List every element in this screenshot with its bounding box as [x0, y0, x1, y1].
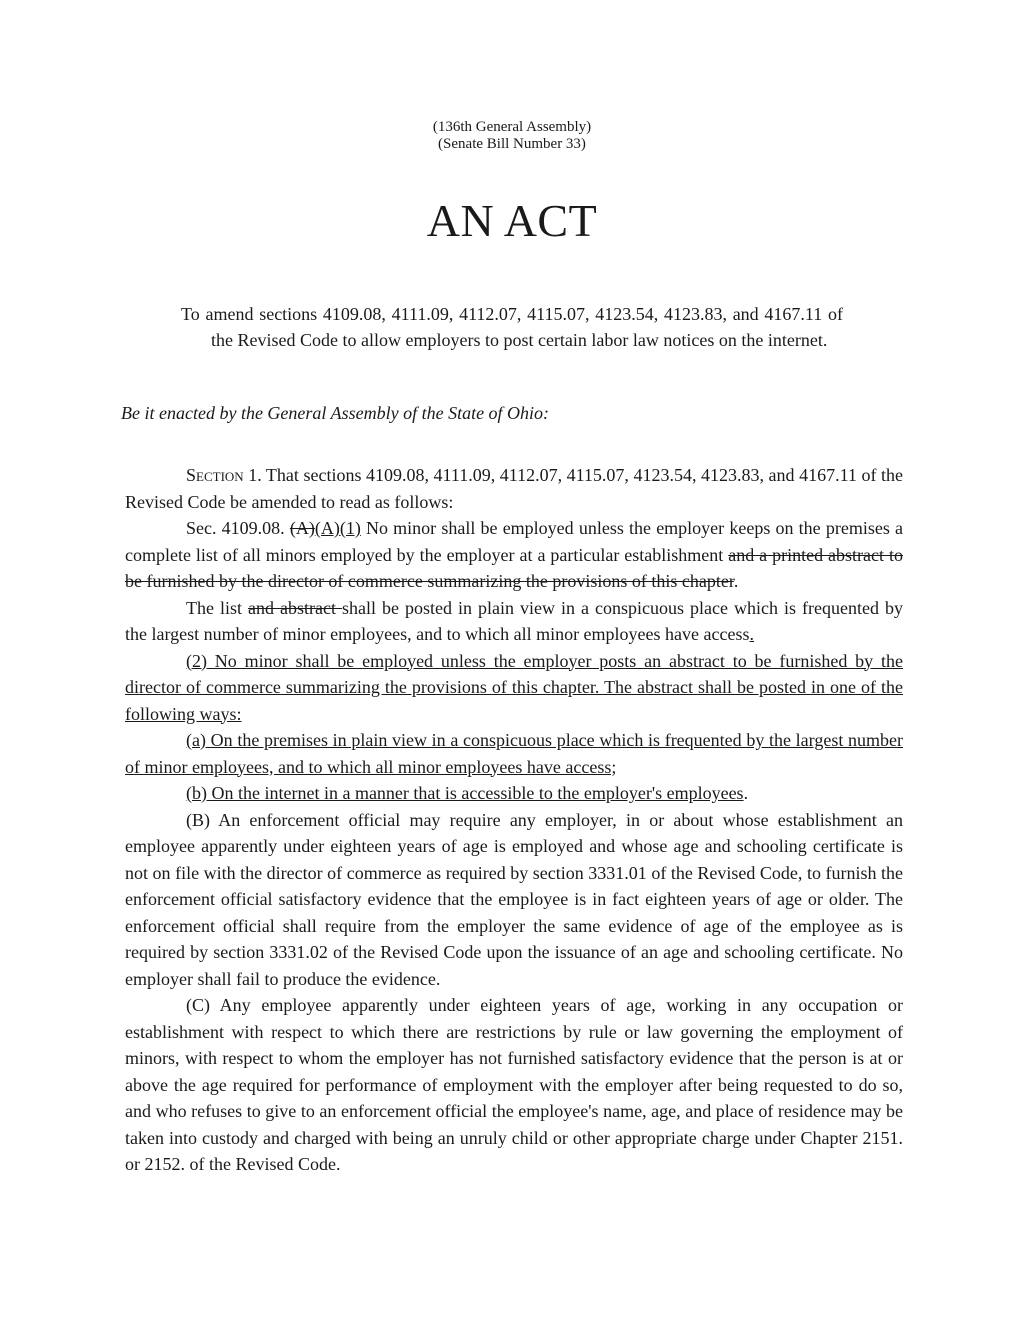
struck-and-abstract: and abstract [248, 597, 342, 618]
added-division-a2b: (b) On the internet in a manner that is accessible to the employer's employees [186, 783, 744, 803]
division-c-text: (C) Any employee apparently under eighteen years of age, working in any occupation or establishment with respect to which there are restrictions by rule or law governing the employment of minors, with respect to whom the employer has not furnished satisfactory evidence that the person is at or above the age required for performance of employment with the employer after being requested to do so, and who refuses to give to an enforcement official the employee's name, age, and place of residence may be taken into custody and charged with being an unruly child or other appropriate charge under Chapter 2151. or 2152. of the Revised Code. [125, 995, 903, 1174]
division-b-text: (B) An enforcement official may require any employer, in or about whose establishment an employee apparently under eighteen years of age is employed and whose age and schooling certificate is not on file with the director of commerce as required by section 3331.01 of the Revised Code, to furnish the enforcement official satisfactory evidence that the employee is in fact eighteen years of age or older. The enforcement official shall require from the employer the same evidence of age of the employee as is required by section 3331.02 of the Revised Code upon the issuance of an age and schooling certificate. No employer shall fail to produce the evidence. [125, 809, 903, 989]
section-label: Section [186, 465, 244, 485]
division-a2b-end: . [743, 783, 749, 803]
paragraph-a1 [125, 515, 903, 595]
act-title: AN ACT [426, 195, 598, 246]
section-1-paragraph [125, 462, 903, 515]
paragraph-a2a [125, 727, 903, 780]
list-posting-text: shall be posted in plain view in a conspicuous place which is frequented by the largest number of minor employees, and to which all minor employees have access [125, 597, 903, 644]
added-division-a2a: (a) On the premises in plain view in a conspicuous place which is frequented by the largest number of minor employees, and to which all minor employees have access; [125, 730, 903, 777]
paragraph-b [125, 807, 903, 993]
struck-abstract-text: and a printed abstract to be furnished by the director of commerce summarizing the provisions of this chapter [125, 544, 903, 591]
long-title: To amend sections 4109.08, 4111.09, 4112.07, 4115.07, 4123.54, 4123.83, and 4167.11 of the Revised Code to allow employers to post certain labor law notices on the internet. [181, 304, 843, 350]
enacting-clause: Be it enacted by the General Assembly of the State of Ohio: [121, 403, 550, 423]
added-division-a2: (2) No minor shall be employed unless the employer posts an abstract to be furnished by the director of commerce summarizing the provisions of this chapter. The abstract shall be posted in one of the following ways: [125, 650, 903, 724]
division-a1-end: . [733, 571, 739, 591]
added-period: . [749, 624, 754, 644]
paragraph-c [125, 992, 903, 1178]
struck-division-a: (A) [289, 518, 315, 538]
section-1-text: 1. That sections 4109.08, 4111.09, 4112.07, 4115.07, 4123.54, 4123.83, and 4167.11 of the Revised Code be amended to read as follows: [125, 465, 903, 512]
paragraph-a2 [125, 648, 903, 728]
section-heading: Sec. 4109.08. [186, 518, 290, 538]
division-a1-text: No minor shall be employed unless the employer keeps on the premises a complete list of all minors employed by the employer at a particular establishment [125, 518, 903, 565]
list-lead: The list [186, 597, 249, 618]
bill-header [0, 119, 1024, 153]
bill-number-label: (Senate Bill Number 33) [438, 136, 586, 152]
paragraph-a2b [125, 780, 903, 807]
added-division-a1: (A)(1) [314, 518, 361, 538]
bill-body [125, 462, 903, 1178]
paragraph-list-posting [125, 595, 903, 648]
general-assembly-label: (136th General Assembly) [432, 119, 592, 135]
